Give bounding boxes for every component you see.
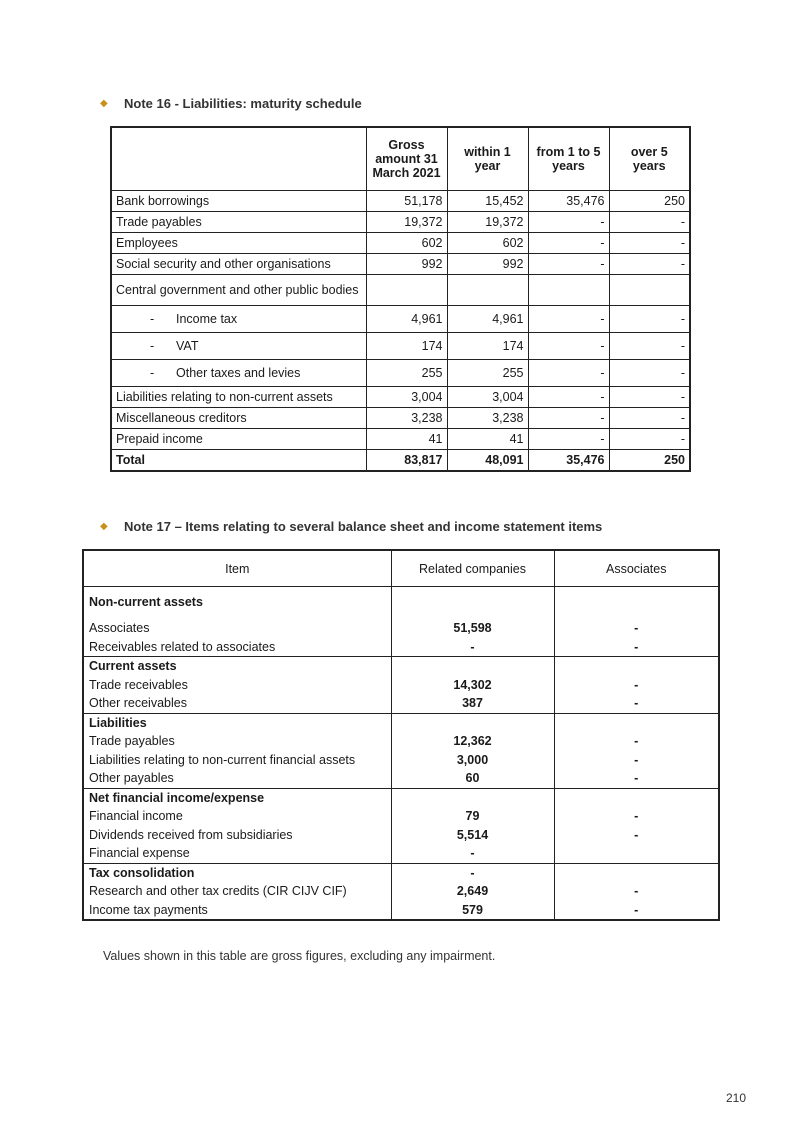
cell-value: 48,091: [447, 450, 528, 472]
cell-value: -: [609, 429, 690, 450]
category-label: Tax consolidation: [83, 863, 391, 882]
header-related-companies: Related companies: [391, 550, 554, 587]
footnote: Values shown in this table are gross figures, excluding any impairment.: [103, 949, 496, 963]
cell-associates: [554, 713, 719, 732]
note16-title: Note 16 - Liabilities: maturity schedule: [124, 96, 362, 111]
cell-value: 992: [447, 254, 528, 275]
cell-value: 83,817: [366, 450, 447, 472]
row-label: [111, 306, 366, 333]
maturity-table-body: [111, 191, 690, 472]
cell-related-companies: 14,302: [391, 676, 554, 695]
table-row: [83, 732, 719, 751]
row-label: Liabilities relating to non-current financial assets: [83, 751, 391, 770]
cell-related-companies: -: [391, 844, 554, 863]
cell-related-companies: [391, 713, 554, 732]
row-label: Trade payables: [83, 732, 391, 751]
cell-related-companies: -: [391, 638, 554, 657]
table-row: [83, 638, 719, 657]
cell-value: 4,961: [447, 306, 528, 333]
row-label: [111, 360, 366, 387]
cell-related-companies: 79: [391, 807, 554, 826]
table-row: [111, 306, 690, 333]
cell-related-companies: -: [391, 863, 554, 882]
table-row: [83, 769, 719, 788]
category-label: Liabilities: [83, 713, 391, 732]
cell-value: -: [609, 387, 690, 408]
category-row: [83, 713, 719, 732]
cell-associates: [554, 844, 719, 863]
table-row: [83, 694, 719, 713]
cell-value: -: [528, 212, 609, 233]
table-row: [111, 191, 690, 212]
diamond-bullet-icon: ◆: [100, 521, 108, 532]
table-header-row: [111, 127, 690, 191]
related-items-table: [82, 549, 720, 921]
row-label: Trade receivables: [83, 676, 391, 695]
row-label: Receivables related to associates: [83, 638, 391, 657]
cell-value: [609, 275, 690, 306]
cell-associates: -: [554, 694, 719, 713]
table-row: [111, 233, 690, 254]
cell-value: -: [528, 408, 609, 429]
table-header-row: [83, 550, 719, 587]
table-row: [83, 751, 719, 770]
row-label: Financial expense: [83, 844, 391, 863]
row-label-text: Income tax: [176, 312, 238, 326]
cell-associates: [554, 587, 719, 620]
cell-value: -: [528, 233, 609, 254]
cell-value: -: [609, 408, 690, 429]
cell-value: 174: [447, 333, 528, 360]
table-row: [83, 901, 719, 921]
cell-associates: -: [554, 751, 719, 770]
list-dash: -: [150, 366, 155, 380]
cell-value: -: [609, 233, 690, 254]
category-row: [83, 657, 719, 676]
table-row: [83, 676, 719, 695]
row-label: [111, 333, 366, 360]
cell-value: -: [528, 387, 609, 408]
cell-related-companies: 12,362: [391, 732, 554, 751]
table-row: [111, 360, 690, 387]
row-label: Bank borrowings: [111, 191, 366, 212]
cell-value: [447, 275, 528, 306]
cell-value: 250: [609, 450, 690, 472]
cell-value: -: [528, 429, 609, 450]
cell-value: 174: [366, 333, 447, 360]
category-row: [83, 788, 719, 807]
row-label-text: VAT: [176, 339, 199, 353]
table-row: [111, 212, 690, 233]
cell-related-companies: 51,598: [391, 619, 554, 638]
cell-value: 3,004: [447, 387, 528, 408]
table-row: [83, 844, 719, 863]
cell-value: -: [609, 306, 690, 333]
category-label: Net financial income/expense: [83, 788, 391, 807]
cell-associates: -: [554, 676, 719, 695]
cell-related-companies: 2,649: [391, 882, 554, 901]
row-label: Other receivables: [83, 694, 391, 713]
row-label: Trade payables: [111, 212, 366, 233]
table-row: [111, 387, 690, 408]
cell-associates: -: [554, 901, 719, 921]
row-label: Income tax payments: [83, 901, 391, 921]
cell-related-companies: 60: [391, 769, 554, 788]
category-row: [83, 863, 719, 882]
total-row: [111, 450, 690, 472]
row-label: Total: [111, 450, 366, 472]
cell-associates: [554, 788, 719, 807]
cell-value: 35,476: [528, 191, 609, 212]
row-label: Other payables: [83, 769, 391, 788]
row-label: Financial income: [83, 807, 391, 826]
cell-value: 3,238: [366, 408, 447, 429]
table-row: [111, 408, 690, 429]
cell-value: 41: [447, 429, 528, 450]
cell-associates: -: [554, 638, 719, 657]
cell-value: 250: [609, 191, 690, 212]
table-row: [83, 619, 719, 638]
cell-value: 4,961: [366, 306, 447, 333]
cell-related-companies: 579: [391, 901, 554, 921]
cell-value: 255: [366, 360, 447, 387]
cell-value: -: [609, 333, 690, 360]
cell-value: 602: [447, 233, 528, 254]
row-label: Liabilities relating to non-current assets: [111, 387, 366, 408]
cell-related-companies: 5,514: [391, 826, 554, 845]
header-1-to-5-years: from 1 to 5 years: [528, 127, 609, 191]
cell-value: 35,476: [528, 450, 609, 472]
cell-value: 992: [366, 254, 447, 275]
row-label: Employees: [111, 233, 366, 254]
note17-title: Note 17 – Items relating to several balance sheet and income statement items: [124, 519, 603, 534]
cell-value: 3,004: [366, 387, 447, 408]
header-gross: Gross amount 31 March 2021: [366, 127, 447, 191]
cell-related-companies: 3,000: [391, 751, 554, 770]
cell-associates: -: [554, 769, 719, 788]
cell-value: [366, 275, 447, 306]
list-dash: -: [150, 339, 155, 353]
cell-associates: -: [554, 619, 719, 638]
table-row: [83, 882, 719, 901]
row-label: Central government and other public bodies: [111, 275, 366, 306]
cell-associates: [554, 657, 719, 676]
cell-value: 602: [366, 233, 447, 254]
cell-value: 41: [366, 429, 447, 450]
header-over-5-years: over 5 years: [609, 127, 690, 191]
category-label: Non-current assets: [83, 587, 391, 620]
cell-value: 15,452: [447, 191, 528, 212]
row-label: Social security and other organisations: [111, 254, 366, 275]
related-table-body: [83, 587, 719, 921]
row-label: Prepaid income: [111, 429, 366, 450]
table-row: [111, 254, 690, 275]
table-row: [111, 275, 690, 306]
header-item: Item: [83, 550, 391, 587]
row-label: Associates: [83, 619, 391, 638]
page-number: 210: [725, 1091, 746, 1105]
cell-value: -: [609, 212, 690, 233]
table-row: [83, 826, 719, 845]
row-label-text: Other taxes and levies: [176, 366, 301, 380]
category-row: [83, 587, 719, 620]
cell-associates: -: [554, 882, 719, 901]
cell-related-companies: [391, 788, 554, 807]
category-label: Current assets: [83, 657, 391, 676]
header-within-1-year: within 1 year: [447, 127, 528, 191]
row-label: Research and other tax credits (CIR CIJV CIF): [83, 882, 391, 901]
cell-value: -: [609, 254, 690, 275]
list-dash: -: [150, 312, 155, 326]
diamond-bullet-icon: ◆: [100, 98, 108, 109]
cell-value: -: [609, 360, 690, 387]
cell-value: 3,238: [447, 408, 528, 429]
cell-value: 51,178: [366, 191, 447, 212]
cell-related-companies: [391, 657, 554, 676]
cell-value: -: [528, 306, 609, 333]
cell-value: 19,372: [447, 212, 528, 233]
header-item: [111, 127, 366, 191]
cell-related-companies: 387: [391, 694, 554, 713]
table-row: [83, 807, 719, 826]
cell-value: 19,372: [366, 212, 447, 233]
cell-value: -: [528, 333, 609, 360]
cell-value: [528, 275, 609, 306]
cell-value: 255: [447, 360, 528, 387]
row-label: Dividends received from subsidiaries: [83, 826, 391, 845]
cell-associates: [554, 863, 719, 882]
cell-value: -: [528, 360, 609, 387]
maturity-schedule-table: [110, 126, 691, 472]
table-row: [111, 429, 690, 450]
row-label: Miscellaneous creditors: [111, 408, 366, 429]
cell-related-companies: [391, 587, 554, 620]
cell-associates: -: [554, 732, 719, 751]
cell-associates: -: [554, 807, 719, 826]
table-row: [111, 333, 690, 360]
cell-value: -: [528, 254, 609, 275]
cell-associates: -: [554, 826, 719, 845]
header-associates: Associates: [554, 550, 719, 587]
